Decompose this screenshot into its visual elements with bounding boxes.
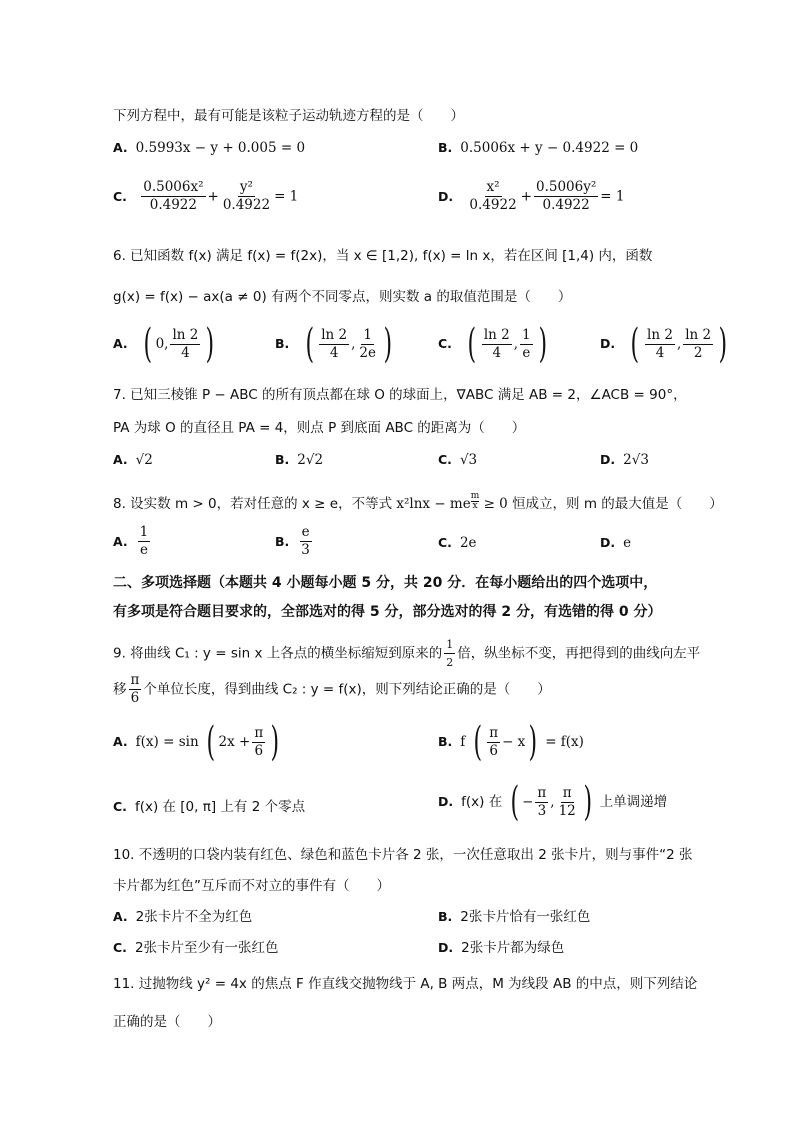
q7-option-b[interactable]: B. 2√2 <box>275 452 324 468</box>
q6-option-a[interactable]: A. ( 0, $\frac{\ln 2}{4}$ ) <box>113 324 218 364</box>
q9-option-c[interactable]: C. f(x) 在 [0, π] 上有 2 个零点 <box>113 799 306 815</box>
q10-option-c[interactable]: C. 2张卡片至少有一张红色 <box>113 940 279 956</box>
fraction: $\frac{\text{x²}}{0.4922}$ <box>469 179 517 213</box>
option-rhs: = 1 <box>274 188 299 205</box>
q9-option-b[interactable]: B. f ( $\frac{\pi}{6}$ − x ) = f(x) <box>438 719 584 765</box>
q8-option-d[interactable]: D. e <box>600 535 632 551</box>
q10-option-d[interactable]: D. 2张卡片都为绿色 <box>438 940 565 956</box>
q11-stem-line1: 11. 过抛物线 y² = 4x 的焦点 F 作直线交抛物线于 A, B 两点，M 为线段 AB 的中点，则下列结论 <box>113 976 698 992</box>
q6-option-b[interactable]: B. ( $\frac{\ln 2}{4}$ , $\frac{1}{2e}$ ) <box>275 324 396 364</box>
q9-option-a[interactable]: A. f(x) = sin ( 2x + $\frac{\pi}{6}$ ) <box>113 719 280 765</box>
section2-heading-line1: 二、多项选择题（本题共 4 小题每小题 5 分，共 20 分．在每小题给出的四个选项中， <box>113 575 658 591</box>
option-label: C. <box>113 188 127 204</box>
q9-stem-line2: 移 $\frac{\pi}{6}$ 个单位长度，得到曲线 C₂ : y = f(x)，则下列结论正确的是（ ） <box>113 672 551 706</box>
fraction: $\frac{\text{y²}}{0.4922}$ <box>222 179 271 213</box>
q5-option-d[interactable]: D. $\frac{\text{x²}}{0.4922}$ + $\frac{\text{0.5006y²}}{0.4922}$ = 1 <box>438 179 625 213</box>
option-expr: 0.5993x − y + 0.005 = 0 <box>135 140 306 156</box>
q6-stem-line2: g(x) = f(x) − ax(a ≠ 0) 有两个不同零点，则实数 a 的取值范围是（ ） <box>113 289 572 305</box>
q11-stem-line2: 正确的是（ ） <box>113 1014 221 1030</box>
q8-option-b[interactable]: B. $\frac{e}{3}$ <box>275 524 310 558</box>
q5-option-a[interactable] <box>113 140 305 156</box>
q7-option-c[interactable]: C. √3 <box>438 452 478 468</box>
q9-option-d[interactable]: D. f(x) 在 ( − $\frac{\pi}{3}$ , $\frac{\pi}{12}$ ) 上单调递增 <box>438 779 668 825</box>
q8-option-c[interactable]: C. 2e <box>438 535 477 551</box>
q7-stem-line2: PA 为球 O 的直径且 PA = 4，则点 P 到底面 ABC 的距离为（ ） <box>113 420 526 436</box>
q8-inequality: x²lnx − me $^{\frac{m}{x}}$ ≥ 0 <box>396 491 508 512</box>
interval: ( $\frac{\ln 2}{4}$ , $\frac{1}{e}$ ) <box>467 321 547 367</box>
q5-option-c[interactable]: C. $\frac{\text{0.5006x²}}{0.4922}$ + $\frac{\text{y²}}{0.4922}$ = 1 <box>113 179 299 213</box>
q7-option-d[interactable]: D. 2√3 <box>600 452 649 468</box>
q6-option-c[interactable]: C. ( $\frac{\ln 2}{4}$ , $\frac{1}{e}$ ) <box>438 324 550 364</box>
q7-option-a[interactable]: A. √2 <box>113 452 153 468</box>
q5-option-b[interactable] <box>438 140 638 156</box>
interval: ( $\frac{\ln 2}{4}$ , $\frac{\ln 2}{2}$ ) <box>630 321 728 367</box>
option-label: B. <box>438 140 453 155</box>
q5-stem-tail: 下列方程中，最有可能是该粒子运动轨迹方程的是（ ） <box>113 108 464 124</box>
q6-option-d[interactable]: D. ( $\frac{\ln 2}{4}$ , $\frac{\ln 2}{2}$ ) <box>600 324 731 364</box>
q8-option-a[interactable]: A. $\frac{1}{e}$ <box>113 524 149 558</box>
fraction: $\frac{\text{0.5006y²}}{0.4922}$ <box>535 179 597 213</box>
option-label: D. <box>438 188 454 204</box>
interval: ( $\frac{\ln 2}{4}$ , $\frac{1}{2e}$ ) <box>305 321 393 367</box>
q8-stem: 8. 设实数 m > 0，若对任意的 x ≥ e，不等式 x²lnx − me $^{\frac{m}{x}}$ ≥ 0 恒成立，则 m 的最大值是（ ） <box>113 491 723 512</box>
option-label: A. <box>113 140 128 155</box>
option-rhs: = 1 <box>600 188 625 205</box>
q10-stem-line2: 卡片都为红色”互斥而不对立的事件有（ ） <box>113 878 390 894</box>
q6-stem-line1: 6. 已知函数 f(x) 满足 f(x) = f(2x)，当 x ∈ [1,2), f(x) = ln x，若在区间 [1,4) 内，函数 <box>113 248 653 264</box>
option-expr: 0.5006x + y − 0.4922 = 0 <box>460 140 639 156</box>
section2-heading-line2: 有多项是符合题目要求的，全部选对的得 5 分，部分选对的得 2 分，有选错的得 0 分） <box>113 604 662 620</box>
interval: ( 0, $\frac{\ln 2}{4}$ ) <box>143 321 215 367</box>
q10-option-a[interactable]: A. 2张卡片不全为红色 <box>113 909 253 925</box>
q7-stem-line1: 7. 已知三棱锥 P − ABC 的所有顶点都在球 O 的球面上，∇ABC 满足 AB = 2，∠ACB = 90°， <box>113 387 687 403</box>
q10-option-b[interactable]: B. 2张卡片恰有一张红色 <box>438 909 591 925</box>
q10-stem-line1: 10. 不透明的口袋内装有红色、绿色和蓝色卡片各 2 张，一次任意取出 2 张卡片，则与事件“2 张 <box>113 847 693 863</box>
fraction: $\frac{\text{0.5006x²}}{0.4922}$ <box>143 179 204 213</box>
q9-stem-line1: 9. 将曲线 C₁ : y = sin x 上各点的横坐标缩短到原来的 $\frac{1}{2}$ 倍，纵坐标不变，再把得到的曲线向左平 <box>113 638 701 669</box>
